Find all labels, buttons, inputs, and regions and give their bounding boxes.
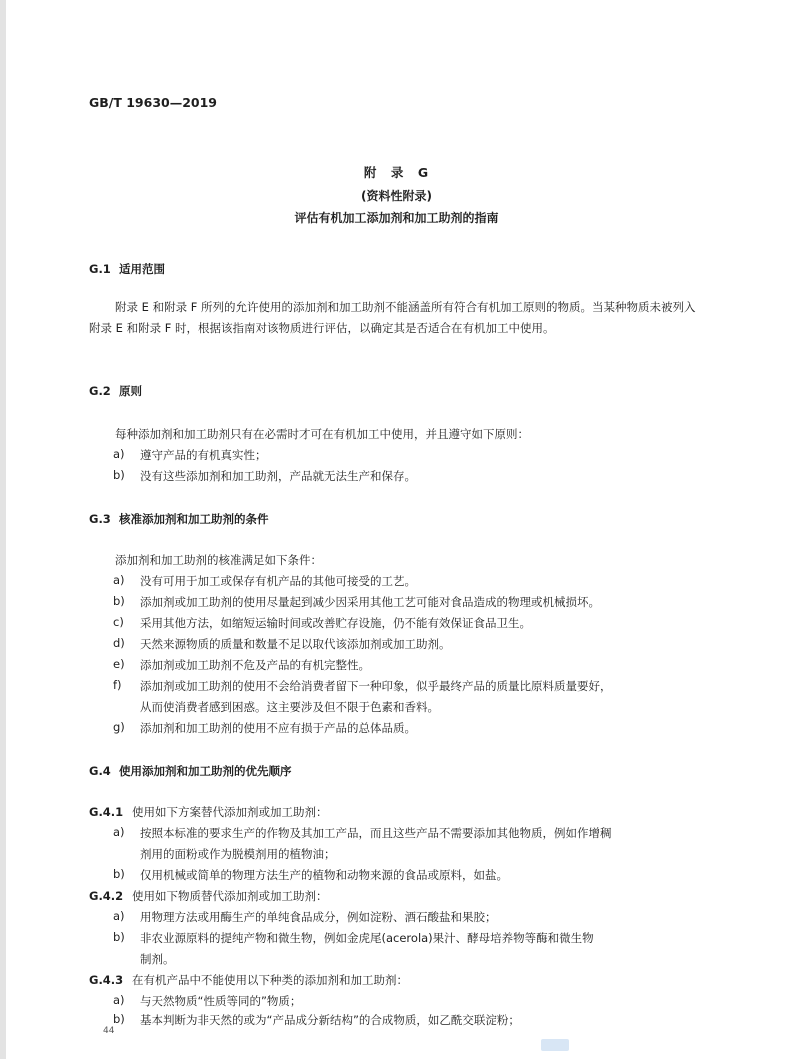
subsection-g41	[89, 804, 328, 820]
appendix-title: 附 录 G	[363, 165, 430, 180]
list-item: 添加剂或加工助剂不危及产品的有机完整性。	[140, 658, 370, 672]
list-marker: b)	[113, 930, 125, 944]
standard-code: GB/T 19630—2019	[89, 95, 218, 110]
list-item: 基本判断为非天然的或为“产品成分新结构”的合成物质，如乙酰交联淀粉；	[140, 1013, 520, 1027]
list-marker: b)	[113, 867, 125, 881]
subsection-text: 使用如下物质替代添加剂或加工助剂：	[132, 889, 328, 903]
list-item: 添加剂或加工助剂的使用不会给消费者留下一种印象，似乎最终产品的质量比原料质量要好，	[140, 679, 612, 693]
section-g3-intro: 添加剂和加工助剂的核准满足如下条件：	[115, 553, 322, 567]
page-left-edge	[0, 0, 6, 1059]
list-item: 没有这些添加剂和加工助剂，产品就无法生产和保存。	[140, 469, 416, 483]
list-item: 天然来源物质的质量和数量不足以取代该添加剂或加工助剂。	[140, 637, 451, 651]
section-heading-g1	[89, 261, 165, 277]
list-marker: a)	[113, 909, 125, 923]
section-g2-intro: 每种添加剂和加工助剂只有在必需时才可在有机加工中使用，并且遵守如下原则：	[115, 427, 529, 441]
section-title: 原则	[119, 384, 142, 398]
section-heading-g3	[89, 511, 269, 527]
list-item: 与天然物质“性质等同的”物质；	[140, 994, 302, 1008]
appendix-name: 评估有机加工添加剂和加工助剂的指南	[294, 211, 499, 225]
subsection-text: 在有机产品中不能使用以下种类的添加剂和加工助剂：	[132, 973, 408, 987]
list-marker: b)	[113, 1012, 125, 1026]
list-marker: b)	[113, 468, 125, 482]
page-number: 44	[103, 1026, 115, 1036]
section-heading-g4	[89, 763, 292, 779]
subsection-text: 使用如下方案替代添加剂或加工助剂：	[132, 805, 328, 819]
list-marker: c)	[113, 615, 124, 629]
section-number: G.2	[89, 384, 111, 398]
watermark-badge	[541, 1039, 569, 1051]
section-number: G.3	[89, 512, 111, 526]
list-marker: g)	[113, 720, 125, 734]
list-item: 按照本标准的要求生产的作物及其加工产品，而且这些产品不需要添加其他物质，例如作增稠	[140, 826, 612, 840]
list-item-continuation: 从而使消费者感到困惑。这主要涉及但不限于色素和香料。	[140, 700, 439, 714]
list-item: 非农业源原料的提纯产物和微生物，例如金虎尾(acerola)果汁、酵母培养物等酶和微生物	[140, 931, 594, 945]
list-item: 添加剂或加工助剂的使用尽量起到减少因采用其他工艺可能对食品造成的物理或机械损坏。	[140, 595, 600, 609]
section-title: 使用添加剂和加工助剂的优先顺序	[119, 764, 292, 778]
section-title: 适用范围	[119, 262, 165, 276]
list-item: 用物理方法或用酶生产的单纯食品成分，例如淀粉、酒石酸盐和果胶；	[140, 910, 497, 924]
list-marker: d)	[113, 636, 125, 650]
list-item: 采用其他方法，如缩短运输时间或改善贮存设施，仍不能有效保证食品卫生。	[140, 616, 531, 630]
subsection-g42	[89, 888, 328, 904]
list-item: 添加剂和加工助剂的使用不应有损于产品的总体品质。	[140, 721, 416, 735]
appendix-type: (资料性附录)	[361, 189, 432, 203]
list-item-continuation: 制剂。	[140, 952, 175, 966]
list-marker: a)	[113, 993, 125, 1007]
section-g1-paragraph: 附录 E 和附录 F 所列的允许使用的添加剂和加工助剂不能涵盖所有符合有机加工原则的物质。当某种物质未被列入附录 E 和附录 F 时，根据该指南对该物质进行评估，以确定其是否适合在有机加工中使用。	[89, 300, 696, 335]
section-number: G.1	[89, 262, 111, 276]
list-marker: e)	[113, 657, 125, 671]
list-marker: a)	[113, 573, 125, 587]
section-title: 核准添加剂和加工助剂的条件	[119, 512, 269, 526]
section-number: G.4	[89, 764, 111, 778]
list-item: 没有可用于加工或保存有机产品的其他可接受的工艺。	[140, 574, 416, 588]
subsection-g43	[89, 972, 408, 988]
list-item: 遵守产品的有机真实性；	[140, 448, 267, 462]
list-item-continuation: 剂用的面粉或作为脱模剂用的植物油；	[140, 847, 336, 861]
subsection-number: G.4.2	[89, 889, 124, 903]
list-marker: b)	[113, 594, 125, 608]
subsection-number: G.4.1	[89, 805, 124, 819]
list-marker: a)	[113, 447, 125, 461]
subsection-number: G.4.3	[89, 973, 124, 987]
list-marker: a)	[113, 825, 125, 839]
list-marker: f)	[113, 678, 122, 692]
list-item: 仅用机械或简单的物理方法生产的植物和动物来源的食品或原料，如盐。	[140, 868, 508, 882]
section-heading-g2	[89, 383, 142, 399]
